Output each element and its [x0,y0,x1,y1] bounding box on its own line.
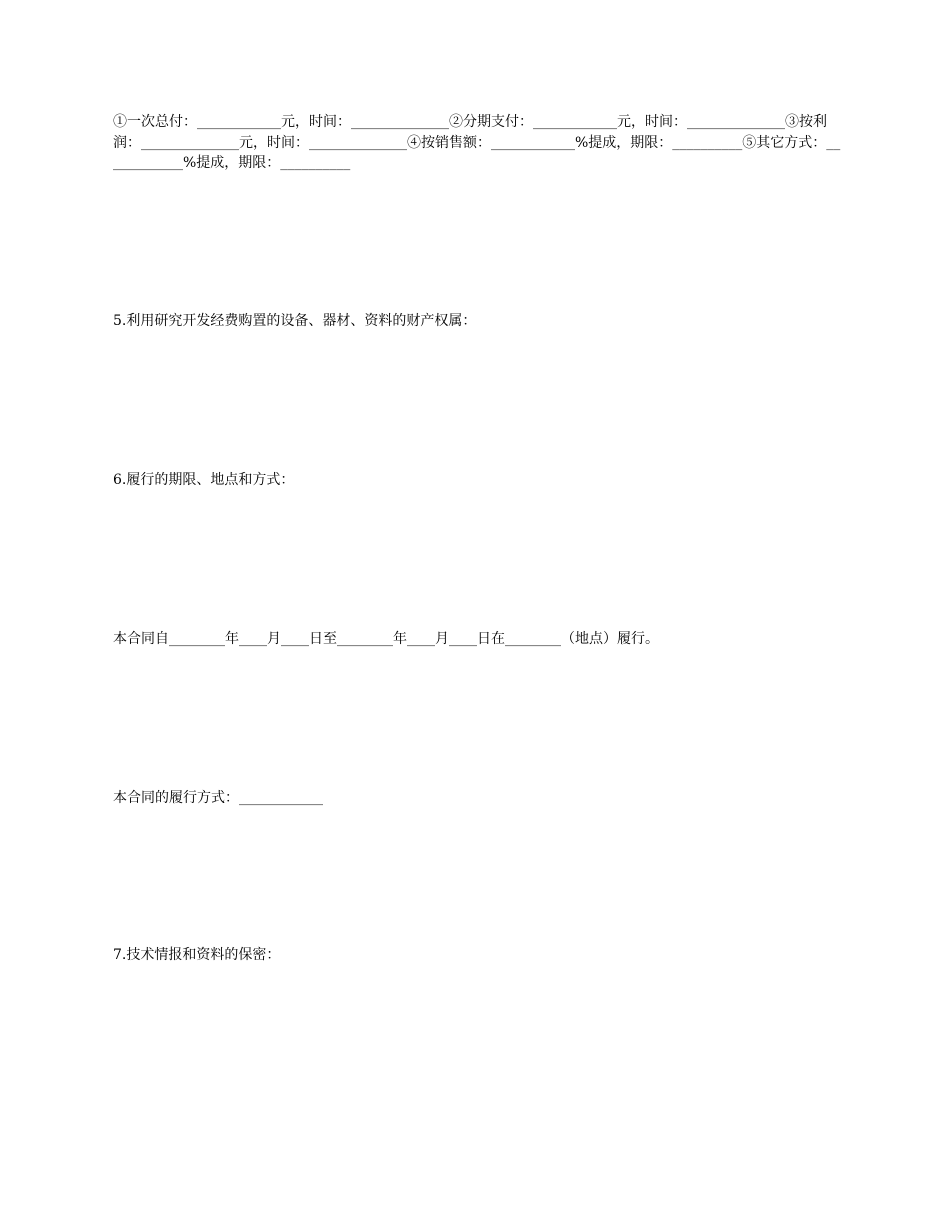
section-6-heading: 6.履行的期限、地点和方式： [113,472,295,488]
section-5-heading: 5.利用研究开发经费购置的设备、器材、资料的财产权属： [113,313,477,329]
contract-term-paragraph: 本合同自________年____月____日至________年____月____日在________（地点）履行。 [113,631,659,647]
performance-method-paragraph: 本合同的履行方式：____________ [113,790,323,806]
payment-options-paragraph: ①一次总付：____________元，时间：______________②分期支付：____________元，时间：______________③按利润：______________元，时间：______________④按销售额：____________%提成，期限：__________⑤其它方式：____________%提成，期限：__________ [113,114,841,171]
section-7-heading: 7.技术情报和资料的保密： [113,947,281,963]
